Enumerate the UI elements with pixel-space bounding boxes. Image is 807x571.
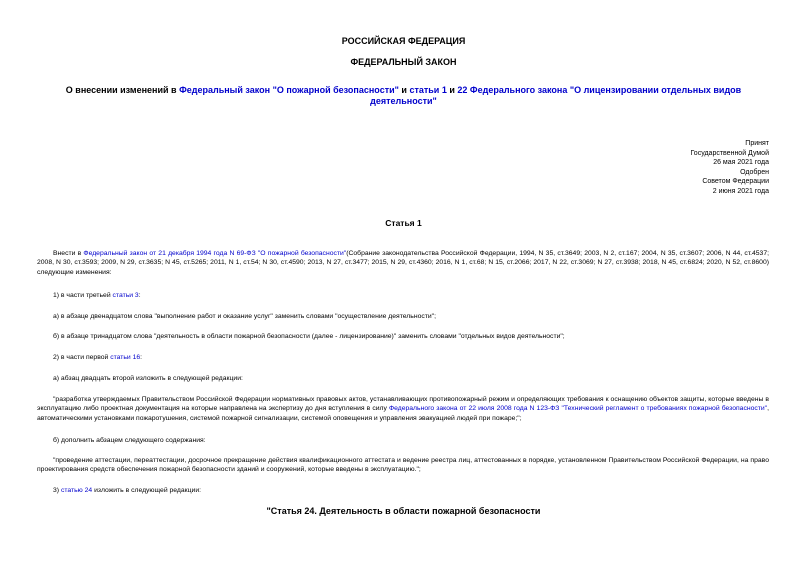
paragraph-item-2a	[37, 374, 769, 383]
para-text: 1) в части третьей	[53, 292, 113, 299]
title-and: и	[446, 85, 458, 95]
para-text: а) в абзаце двенадцатом слова "выполнение работ и оказание услуг" заменить словами "осуществление деятельности";	[53, 313, 436, 320]
law-69-fz-link[interactable]: Федеральный закон от 21 декабря 1994 года N 69-ФЗ "О пожарной безопасности"	[83, 250, 347, 257]
para-text: 2) в части первой	[53, 354, 111, 361]
law-title	[50, 85, 757, 107]
country-heading: РОССИЙСКАЯ ФЕДЕРАЦИЯ	[341, 36, 466, 46]
paragraph-item-1b	[37, 332, 769, 341]
fire-safety-law-link[interactable]: Федеральный закон "О пожарной безопасности"	[179, 85, 399, 95]
para-text: б) в абзаце тринадцатом слова "деятельность в области пожарной безопасности (далее - лицензирование)" заменить словами "отдельных видов деятельности";	[53, 333, 565, 340]
article-24-link[interactable]: статью 24	[60, 487, 93, 494]
para-text: а) абзац двадцать второй изложить в следующей редакции:	[53, 375, 243, 382]
paragraph-quote-1	[37, 395, 769, 423]
para-text: б) дополнить абзацем следующего содержания:	[53, 437, 206, 444]
paragraph-item-1a	[37, 312, 769, 321]
adoption-line: Государственной Думой	[690, 149, 769, 157]
article-24-heading: "Статья 24. Деятельность в области пожарной безопасности	[266, 506, 541, 516]
para-text: 3)	[53, 487, 61, 494]
article-16-link[interactable]: статьи 16	[110, 354, 141, 361]
adoption-block	[609, 139, 769, 196]
law-123-fz-link[interactable]: Федерального закона от 22 июля 2008 года N 123-ФЗ "Технический регламент о требованиях пожарной безопасности"	[388, 405, 768, 413]
title-prefix: О внесении изменений в	[65, 85, 180, 95]
para-text: "проведение аттестации, переаттестации, досрочное прекращение действия квалификационного аттестата и ведение реестра лиц, аттестованных в порядке, установленном Правительством Российской Федерации, на право проектирования средств обеспечения пожарной безопасности зданий и сооружений, которые введены в эксплуатацию.";	[37, 457, 769, 474]
paragraph-intro	[37, 249, 769, 277]
paragraph-quote-2	[37, 456, 769, 475]
paragraph-item-3	[37, 486, 769, 495]
adoption-line: Принят	[745, 140, 769, 147]
paragraph-item-2b	[37, 436, 769, 445]
para-text: :	[138, 292, 141, 299]
adoption-line: Одобрен	[740, 168, 769, 176]
para-text: , автоматическими установками пожаротушения, системой пожарной сигнализации, системой оповещения и управления эвакуацией людей при пожаре;";	[37, 405, 769, 422]
article-1-link[interactable]: статьи 1	[409, 85, 447, 95]
para-text: :	[140, 354, 143, 361]
adoption-line: 26 мая 2021 года	[713, 159, 769, 166]
article-1-heading: Статья 1	[385, 218, 422, 228]
paragraph-item-1	[37, 291, 769, 300]
adoption-line: Советом Федерации	[702, 178, 769, 185]
adoption-line: 2 июня 2021 года	[712, 187, 769, 195]
title-mid: и	[398, 85, 410, 95]
law-type-heading: ФЕДЕРАЛЬНЫЙ ЗАКОН	[350, 57, 457, 67]
para-text: Внести в	[53, 250, 84, 257]
paragraph-item-2	[37, 353, 769, 362]
para-text: (Собрание законодательства Российской Федерации, 1994, N 35, ст.3649; 2003, N 2, ст.167; 2004, N 35, ст.3607; 2006, N 44, ст.4537; 2008, N 30, ст.3593; 2009, N 29, ст.3635; N 45, ст.5265; 2011, N 1, ст.54; N 30, ст.4590; 2013, N 27, ст.3477; 2015, N 29, ст.4360; 2016, N 1, ст.68; N 15, ст.2066; 2017, N 22, ст.3069; N 27, ст.3938; 2018, N 45, ст.6824; 2020, N 52, ст.8600) следующие изменения:	[37, 250, 770, 276]
para-text: "разработка утверждаемых Правительством Российской Федерации нормативных правовых актов, устанавливающих противопожарный режим и определяющих требования к оснащению объектов защиты, которые введены в эксплуатацию либо проектная документация на которые направлена на экспертизу до дня вступления в силу	[37, 396, 769, 413]
article-3-link[interactable]: статьи 3	[112, 292, 139, 299]
licensing-law-link[interactable]: 22 Федерального закона "О лицензировании отдельных видов деятельности"	[370, 85, 742, 106]
para-text: изложить в следующей редакции:	[92, 487, 202, 494]
